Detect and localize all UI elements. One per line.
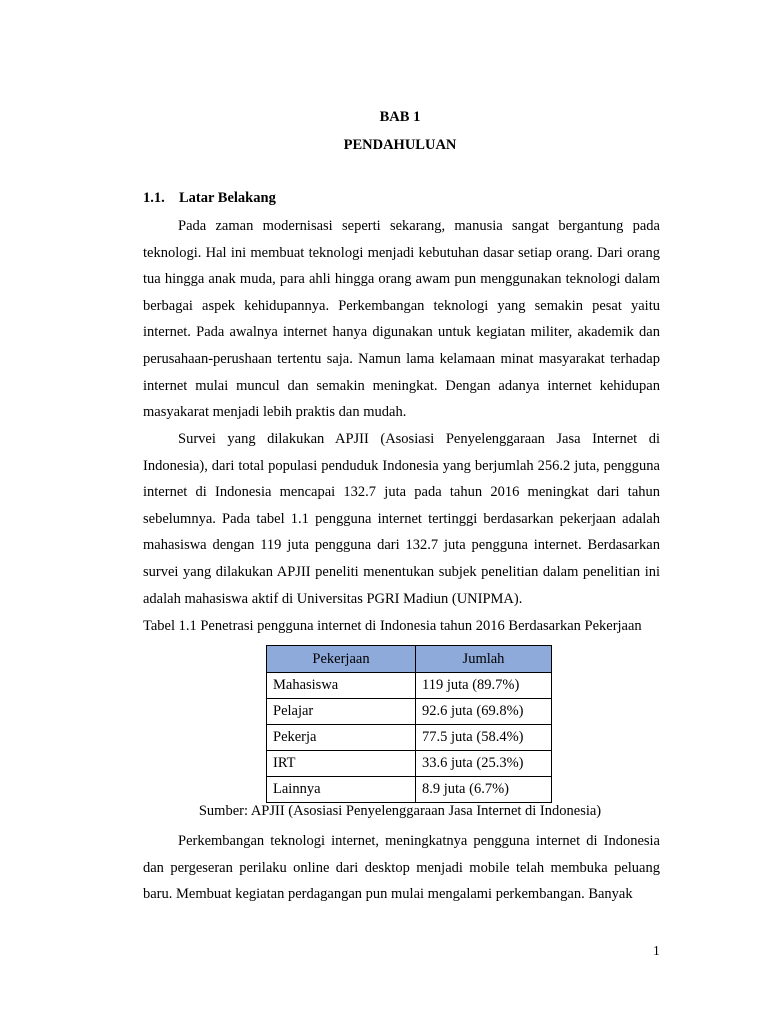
section-heading [143,190,276,207]
table-cell-jumlah: 8.9 juta (6.7%) [416,777,552,803]
table-header-row [267,646,552,673]
paragraph-survey: Survei yang dilakukan APJII (Asosiasi Penyelenggaraan Jasa Internet di Indonesia), dari total populasi penduduk Indonesia yang berjumlah 256.2 juta, pengguna internet di Indonesia mencapai 132.7 juta pada tahun 2016 meningkat dari tahun sebelumnya. Pada tabel 1.1 pengguna internet tertinggi berdasarkan pekerjaan adalah mahasiswa dengan 119 juta pengguna dari 132.7 juta pengguna internet. Berdasarkan survei yang dilakukan APJII peneliti menentukan subjek penelitian dalam penelitian ini adalah mahasiswa aktif di Universitas PGRI Madiun (UNIPMA). [143,431,660,607]
table-cell-pekerjaan: Pekerja [267,725,416,751]
table-cell-jumlah: 119 juta (89.7%) [416,673,552,699]
page-number: 1 [653,943,660,958]
table-cell-jumlah: 92.6 juta (69.8%) [416,699,552,725]
chapter-number: BAB 1 [379,109,421,125]
section-number: 1.1. [143,190,165,206]
chapter-title: PENDAHULUAN [343,137,457,153]
table-cell-pekerjaan: Pelajar [267,699,416,725]
table-row [267,725,552,751]
table-cell-pekerjaan: Mahasiswa [267,673,416,699]
paragraph-intro: Pada zaman modernisasi seperti sekarang, manusia sangat bergantung pada teknologi. Hal ini membuat teknologi menjadi kebutuhan dasar setiap orang. Dari orang tua hingga anak muda, para ahli hingga orang awam pun menggunakan teknologi dalam berbagai aspek kehidupannya. Perkembangan teknologi yang semakin pesat yaitu internet. Pada awalnya internet hanya digunakan untuk kegiatan militer, akademik dan perusahaan-perushaan tertentu saja. Namun lama kelamaan minat masyarakat terhadap internet mulai muncul dan semakin meningkat. Dengan adanya internet kehidupan masyakarat menjadi lebih praktis dan mudah. [143,218,660,421]
table-row [267,673,552,699]
table-cell-pekerjaan: IRT [267,751,416,777]
table-source: Sumber: APJII (Asosiasi Penyelenggaraan Jasa Internet di Indonesia) [198,803,602,819]
table-row [267,777,552,803]
table-row [267,751,552,777]
table-header-jumlah: Jumlah [416,646,552,673]
table-row [267,699,552,725]
table-cell-pekerjaan: Lainnya [267,777,416,803]
table-header-pekerjaan: Pekerjaan [267,646,416,673]
paragraph-development: Perkembangan teknologi internet, meningkatnya pengguna internet di Indonesia dan pergeseran perilaku online dari desktop menjadi mobile telah membuka peluang baru. Membuat kegiatan perdagangan pun mulai mengalami perkembangan. Banyak [143,833,660,903]
table-cell-jumlah: 77.5 juta (58.4%) [416,725,552,751]
section-title: Latar Belakang [179,190,276,206]
table-cell-jumlah: 33.6 juta (25.3%) [416,751,552,777]
internet-users-table [266,645,552,803]
table-caption: Tabel 1.1 Penetrasi pengguna internet di Indonesia tahun 2016 Berdasarkan Pekerjaan [143,618,642,634]
